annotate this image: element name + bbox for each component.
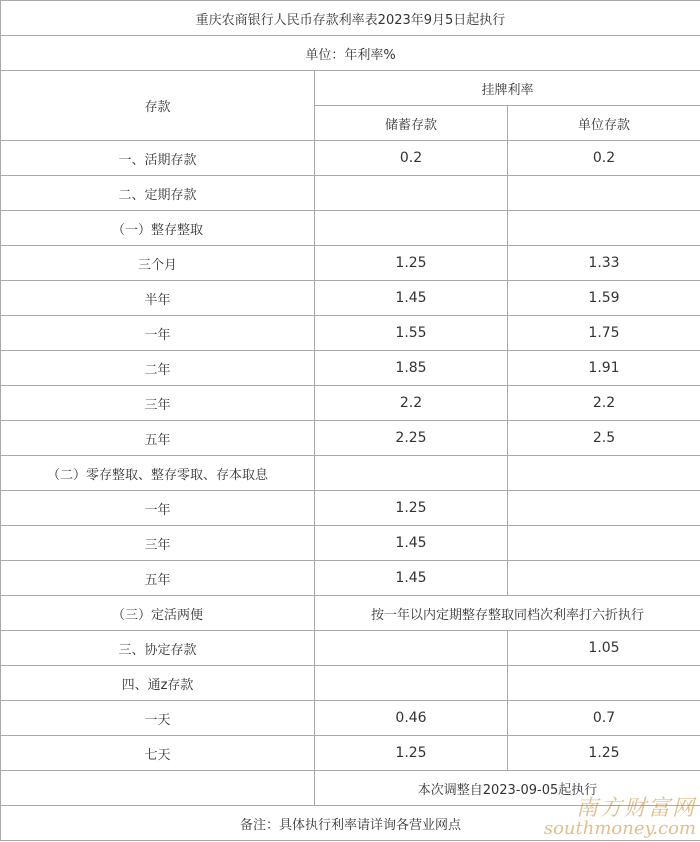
table-row bbox=[1, 246, 700, 281]
row-label: 三年 bbox=[1, 526, 315, 561]
table-row bbox=[1, 491, 700, 526]
table-row bbox=[1, 701, 700, 736]
corporate-rate: 2.5 bbox=[508, 421, 700, 456]
row-label: 三个月 bbox=[1, 246, 315, 281]
savings-rate bbox=[315, 631, 508, 666]
header-deposit: 存款 bbox=[1, 71, 315, 141]
row-label: 一年 bbox=[1, 316, 315, 351]
table-row bbox=[1, 596, 700, 631]
corporate-rate: 1.25 bbox=[508, 736, 700, 771]
row-label: 五年 bbox=[1, 421, 315, 456]
corporate-rate: 1.05 bbox=[508, 631, 700, 666]
savings-rate bbox=[315, 456, 508, 491]
adjust-note: 本次调整自2023-09-05起执行 bbox=[315, 771, 700, 806]
row-label: （一）整存整取 bbox=[1, 211, 315, 246]
savings-rate: 1.85 bbox=[315, 351, 508, 386]
row-label: （二）零存整取、整存零取、存本取息 bbox=[1, 456, 315, 491]
corporate-rate: 2.2 bbox=[508, 386, 700, 421]
table-row bbox=[1, 631, 700, 666]
corporate-rate: 1.59 bbox=[508, 281, 700, 316]
savings-rate bbox=[315, 176, 508, 211]
table-row bbox=[1, 421, 700, 456]
corporate-rate: 1.75 bbox=[508, 316, 700, 351]
row-label: 一天 bbox=[1, 701, 315, 736]
row-label: 一、活期存款 bbox=[1, 141, 315, 176]
table-row bbox=[1, 736, 700, 771]
table-row bbox=[1, 316, 700, 351]
table-row bbox=[1, 561, 700, 596]
table-row bbox=[1, 526, 700, 561]
corporate-rate bbox=[508, 561, 700, 596]
savings-rate: 2.25 bbox=[315, 421, 508, 456]
savings-rate: 0.2 bbox=[315, 141, 508, 176]
table-row bbox=[1, 666, 700, 701]
row-label: 半年 bbox=[1, 281, 315, 316]
unit-label: 单位：年利率% bbox=[1, 36, 700, 71]
table-row bbox=[1, 141, 700, 176]
table-row bbox=[1, 351, 700, 386]
corporate-rate bbox=[508, 666, 700, 701]
row-label: 七天 bbox=[1, 736, 315, 771]
row-label: 三、协定存款 bbox=[1, 631, 315, 666]
row-label: 四、通z存款 bbox=[1, 666, 315, 701]
header-corporate: 单位存款 bbox=[508, 106, 700, 141]
row-label: 三年 bbox=[1, 386, 315, 421]
savings-rate: 0.46 bbox=[315, 701, 508, 736]
table-row bbox=[1, 456, 700, 491]
savings-rate: 1.55 bbox=[315, 316, 508, 351]
table-row bbox=[1, 176, 700, 211]
savings-rate: 1.45 bbox=[315, 526, 508, 561]
table-row bbox=[1, 281, 700, 316]
row-label: （三）定活两便 bbox=[1, 596, 315, 631]
corporate-rate: 1.91 bbox=[508, 351, 700, 386]
corporate-rate bbox=[508, 176, 700, 211]
savings-rate: 1.45 bbox=[315, 281, 508, 316]
corporate-rate bbox=[508, 211, 700, 246]
savings-rate: 1.25 bbox=[315, 491, 508, 526]
watermark-en: southmoney.com bbox=[543, 818, 696, 839]
corporate-rate: 0.2 bbox=[508, 141, 700, 176]
table-row bbox=[1, 771, 700, 806]
corporate-rate bbox=[508, 456, 700, 491]
savings-rate: 1.45 bbox=[315, 561, 508, 596]
corporate-rate: 0.7 bbox=[508, 701, 700, 736]
savings-rate: 2.2 bbox=[315, 386, 508, 421]
savings-rate: 1.25 bbox=[315, 736, 508, 771]
row-label: 二年 bbox=[1, 351, 315, 386]
row-label: 二、定期存款 bbox=[1, 176, 315, 211]
watermark-cn: 南方财富网 bbox=[575, 796, 696, 821]
table-row bbox=[1, 211, 700, 246]
empty-cell bbox=[1, 771, 315, 806]
corporate-rate bbox=[508, 491, 700, 526]
table-title: 重庆农商银行人民币存款利率表2023年9月5日起执行 bbox=[1, 1, 700, 36]
header-savings: 储蓄存款 bbox=[315, 106, 508, 141]
fixed-demand-note: 按一年以内定期整存整取同档次利率打六折执行 bbox=[315, 596, 700, 631]
row-label: 五年 bbox=[1, 561, 315, 596]
savings-rate bbox=[315, 211, 508, 246]
savings-rate bbox=[315, 666, 508, 701]
row-label: 一年 bbox=[1, 491, 315, 526]
corporate-rate: 1.33 bbox=[508, 246, 700, 281]
table-row bbox=[1, 386, 700, 421]
corporate-rate bbox=[508, 526, 700, 561]
header-listed-rate: 挂牌利率 bbox=[315, 71, 700, 106]
remark: 备注：具体执行利率请详询各营业网点 bbox=[1, 806, 700, 841]
savings-rate: 1.25 bbox=[315, 246, 508, 281]
